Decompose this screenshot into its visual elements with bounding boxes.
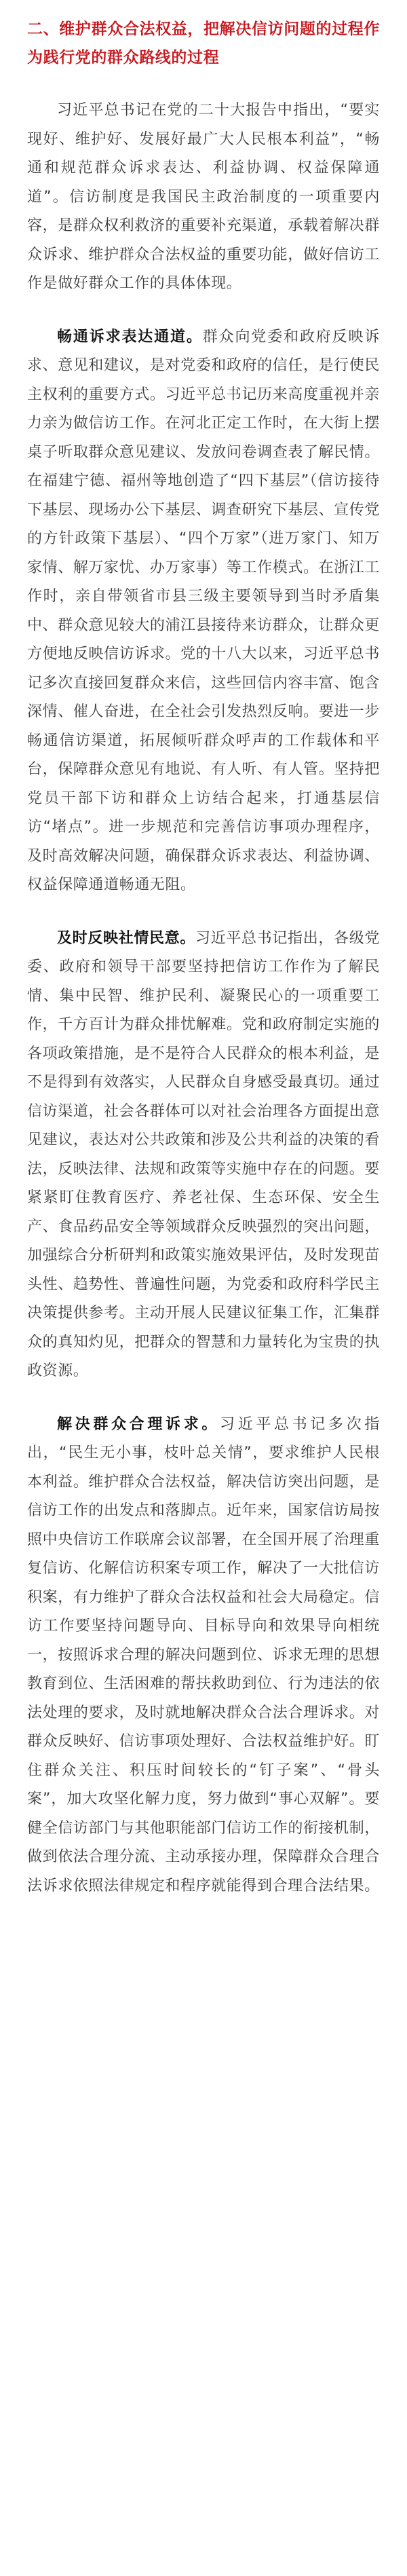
intro-paragraph bbox=[27, 96, 380, 299]
paragraph-body: 群众向党委和政府反映诉求、意见和建议，是对党委和政府的信任，是行使民主权利的重要方式。习近平总书记历来高度重视并亲力亲为做信访工作。在河北正定工作时，在大街上摆桌子听取群众意见建议、发放问卷调查表了解民情。在福建宁德、福州等地创造了“四下基层”（信访接待下基层、现场办公下基层、调查研究下基层、宣传党的方针政策下基层）、“四个万家”（进万家门、知万家情、解万家忧、办万家事）等工作模式。在浙江工作时，亲自带领省市县三级主要领导到当时矛盾集中、群众意见较大的浦江县接待来访群众，让群众更方便地反映信访诉求。党的十八大以来，习近平总书记多次直接回复群众来信，这些回信内容丰富、饱含深情、催人奋进，在全社会引发热烈反响。要进一步畅通信访渠道，拓展倾听群众呼声的工作载体和平台，保障群众意见有地说、有人听、有人管。坚持把党员干部下访和群众上访结合起来，打通基层信访“堵点”。进一步规范和完善信访事项办理程序，及时高效解决问题，确保群众诉求表达、利益协调、权益保障通道畅通无阻。 bbox=[27, 328, 380, 893]
section-heading: 二、维护群众合法权益，把解决信访问题的过程作为践行党的群众路线的过程 bbox=[27, 20, 380, 67]
paragraph-lead: 解决群众合理诉求。 bbox=[57, 1415, 220, 1433]
paragraph-reasonable-demands bbox=[27, 1411, 380, 1901]
paragraph-lead: 畅通诉求表达通道。 bbox=[57, 328, 203, 346]
paragraph-lead: 及时反映社情民意。 bbox=[57, 929, 196, 947]
paragraph-public-opinion bbox=[27, 925, 380, 1386]
paragraph-body: 习近平总书记多次指出，“民生无小事，枝叶总关情”，要求维护人民根本利益。维护群众合法权益，解决信访突出问题，是信访工作的出发点和落脚点。近年来，国家信访局按照中央信访工作联席会议部署，在全国开展了治理重复信访、化解信访积案专项工作，解决了一大批信访积案，有力维护了群众合法权益和社会大局稳定。信访工作要坚持问题导向、目标导向和效果导向相统一，按照诉求合理的解决问题到位、诉求无理的思想教育到位、生活困难的帮扶救助到位、行为违法的依法处理的要求，及时就地解决群众合法合理诉求。对群众反映好、信访事项处理好、合法权益维护好。盯住群众关注、积压时间较长的“钉子案”、“骨头案”，加大攻坚化解力度，努力做到“事心双解”。要健全信访部门与其他职能部门信访工作的衔接机制，做到依法合理分流、主动承接办理，保障群众合理合法诉求依照法律规定和程序就能得到合理合法结果。 bbox=[27, 1415, 380, 1894]
paragraph-petition-channels bbox=[27, 323, 380, 900]
paragraph-body: 习近平总书记在党的二十大报告中指出，“要实现好、维护好、发展好最广大人民根本利益”，“畅通和规范群众诉求表达、利益协调、权益保障通道”。信访制度是我国民主政治制度的一项重要内容，是群众权利救济的重要补充渠道，承载着解决群众诉求、维护群众合法权益的重要功能，做好信访工作是做好群众工作的具体体现。 bbox=[27, 102, 380, 292]
paragraph-body: 习近平总书记指出，各级党委、政府和领导干部要坚持把信访工作作为了解民情、集中民智、维护民利、凝聚民心的一项重要工作，千方百计为群众排忧解难。党和政府制定实施的各项政策措施，是不是符合人民群众的根本利益，是不是得到有效落实，人民群众自身感受最真切。通过信访渠道，社会各群体可以对社会治理各方面提出意见建议，表达对公共政策和涉及公共利益的决策的看法，反映法律、法规和政策等实施中存在的问题。要紧紧盯住教育医疗、养老社保、生态环保、安全生产、食品药品安全等领域群众反映强烈的突出问题，加强综合分析研判和政策实施效果评估，及时发现苗头性、趋势性、普遍性问题，为党委和政府科学民主决策提供参考。主动开展人民建议征集工作，汇集群众的真知灼见，把群众的智慧和力量转化为宝贵的执政资源。 bbox=[27, 929, 380, 1379]
